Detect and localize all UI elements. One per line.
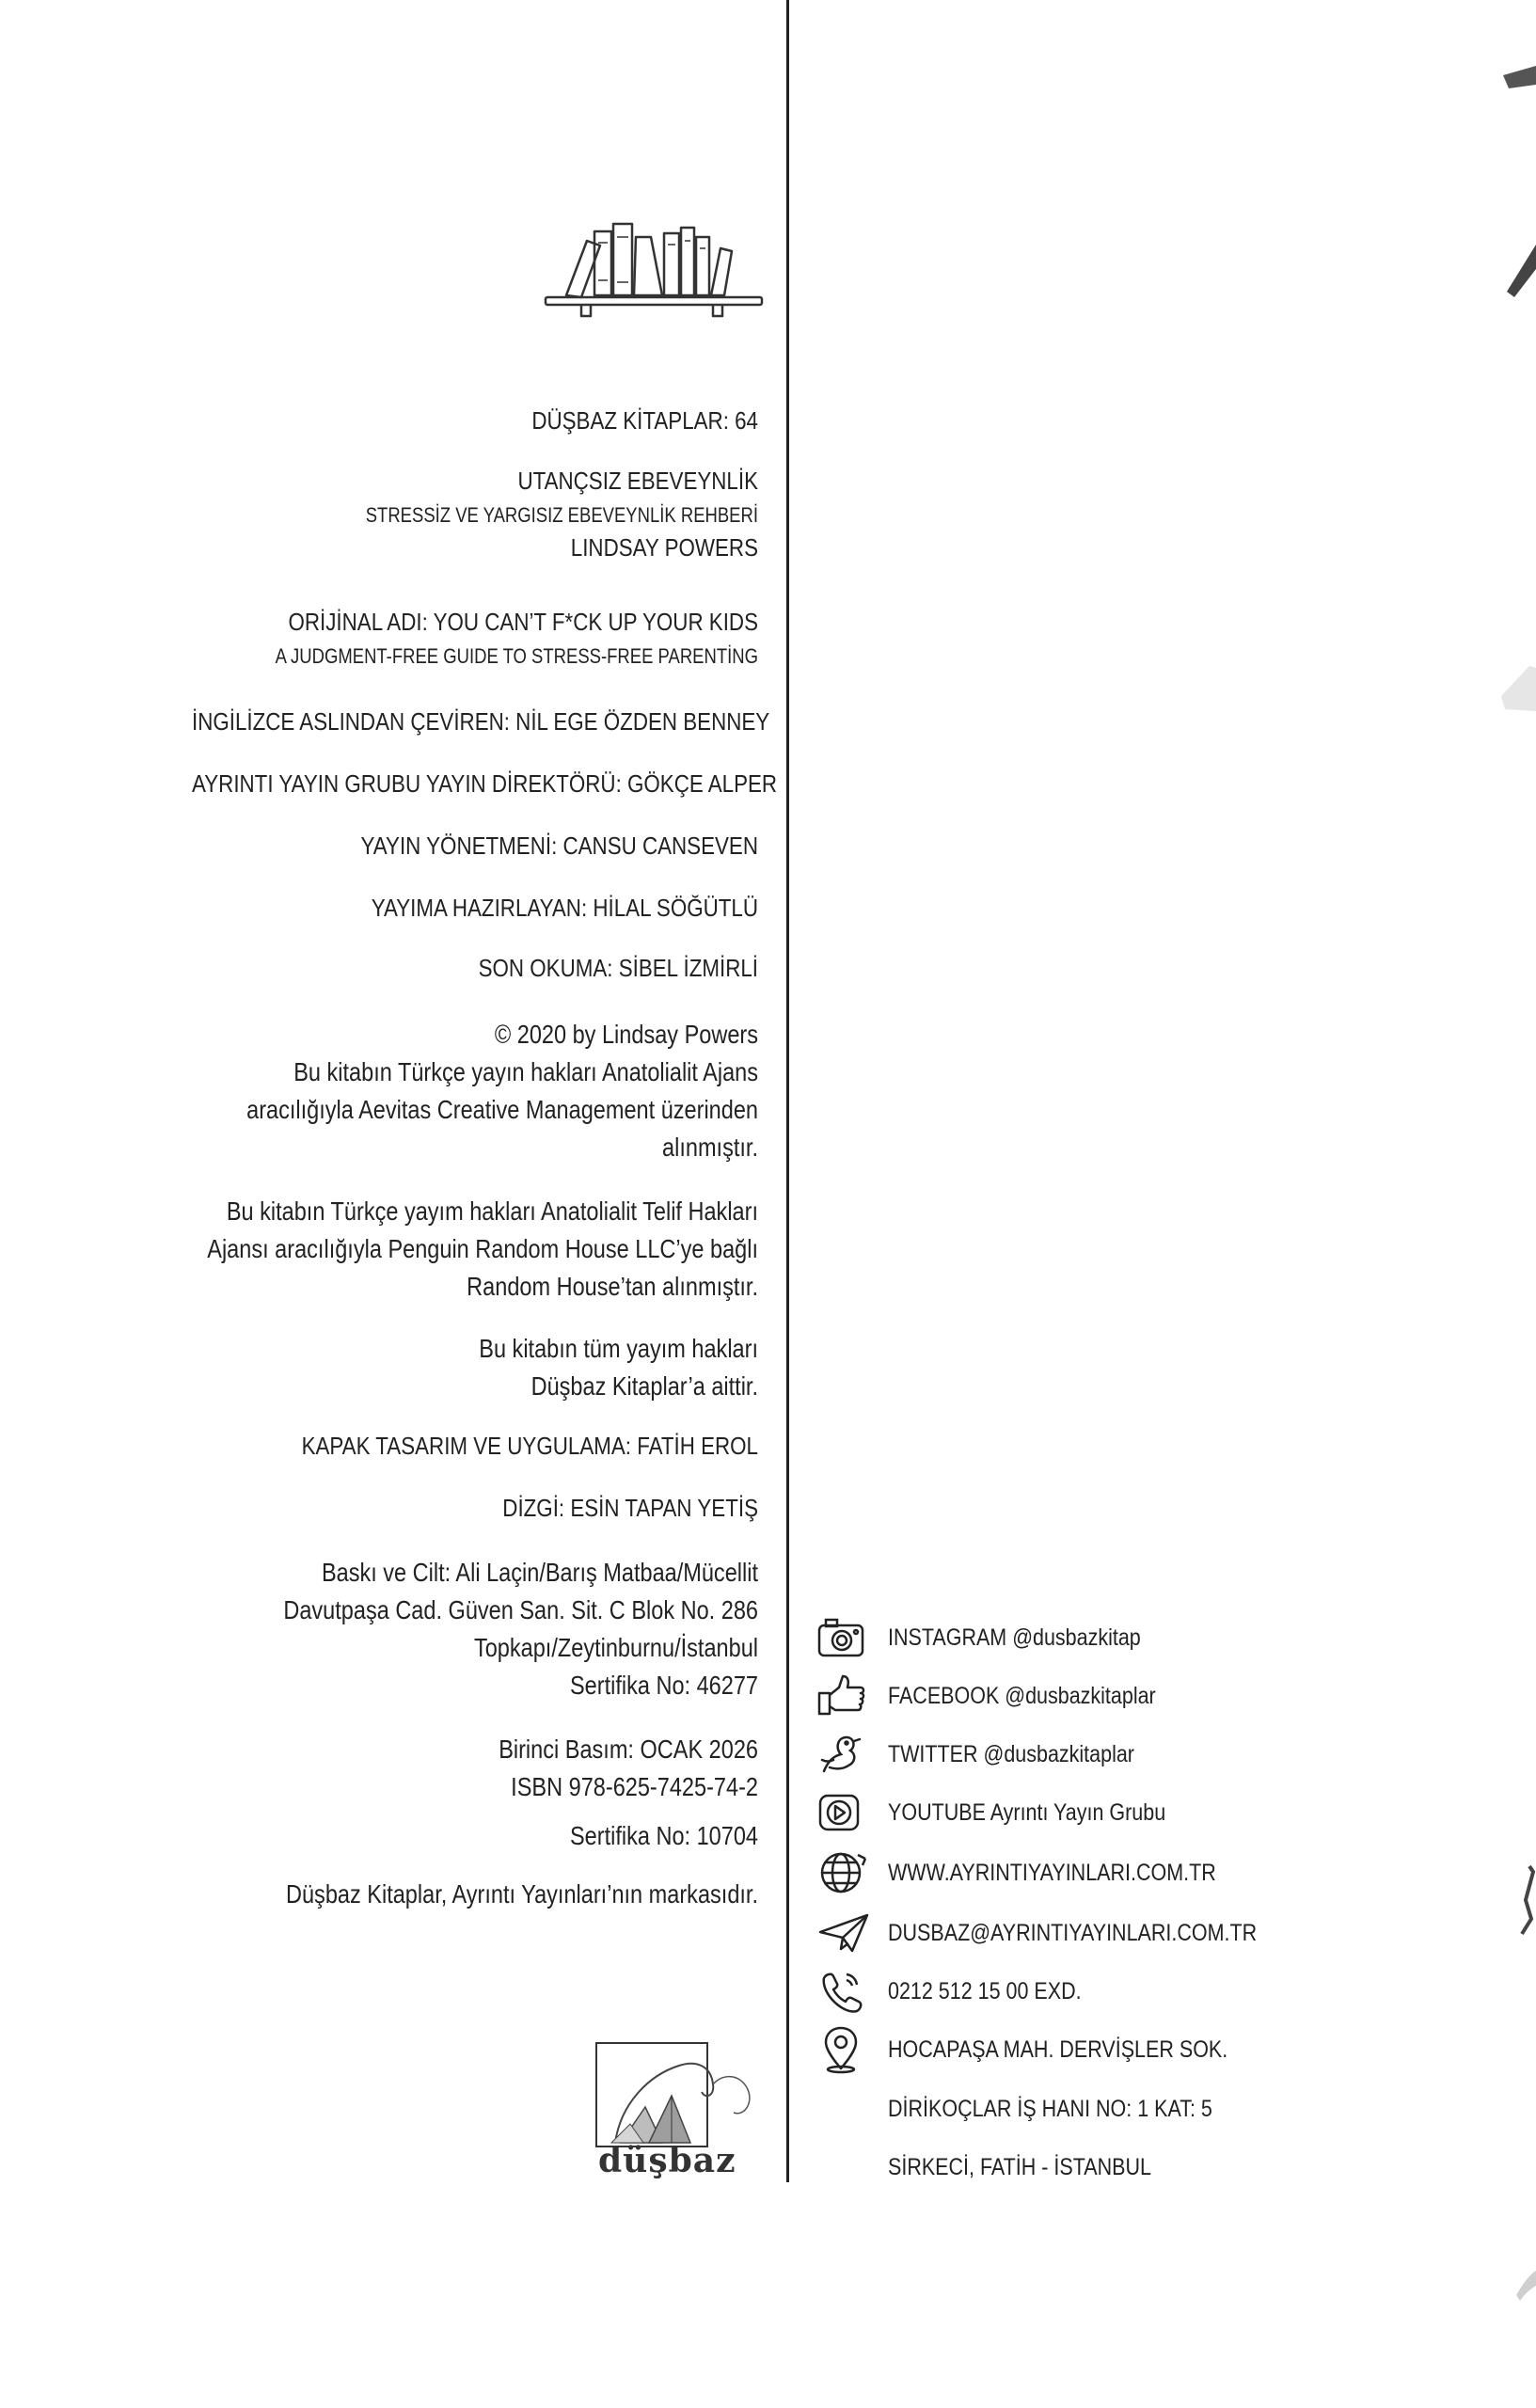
editor: YAYIN YÖNETMENİ: CANSU CANSEVEN bbox=[360, 832, 758, 860]
original-subtitle: A JUDGMENT-FREE GUIDE TO STRESS-FREE PARENTİNG bbox=[275, 644, 758, 668]
title-block bbox=[100, 467, 758, 562]
contact-youtube[interactable] bbox=[816, 1789, 1211, 1836]
proofreader: SON OKUMA: SİBEL İZMİRLİ bbox=[478, 954, 758, 982]
translator: İNGİLİZCE ASLINDAN ÇEVİREN: NİL EGE ÖZDEN BENNEY bbox=[192, 707, 770, 736]
certificate: Sertifika No: 10704 bbox=[569, 1821, 758, 1850]
brand-note: Düşbaz Kitaplar, Ayrıntı Yayınları’nın markasıdır. bbox=[285, 1879, 758, 1909]
contact-facebook[interactable] bbox=[816, 1672, 1199, 1719]
contact-twitter[interactable] bbox=[816, 1731, 1175, 1778]
original-title-block bbox=[100, 608, 758, 669]
globe-icon bbox=[816, 1849, 875, 1896]
original-title: ORİJİNAL ADI: YOU CAN’T F*CK UP YOUR KIDS bbox=[288, 608, 758, 636]
contact-text: TWITTER @dusbazkitaplar bbox=[888, 1740, 1134, 1767]
column-divider bbox=[786, 0, 789, 2182]
contact-address[interactable] bbox=[816, 2026, 1283, 2073]
edge-mark bbox=[1496, 56, 1536, 301]
contact-text: 0212 512 15 00 EXD. bbox=[888, 1977, 1082, 2004]
translator-line bbox=[100, 707, 770, 737]
phone-icon bbox=[816, 1968, 875, 2015]
typesetting: DİZGİ: ESİN TAPAN YETİŞ bbox=[502, 1494, 758, 1522]
location-pin-icon bbox=[816, 2026, 875, 2073]
author-name: LINDSAY POWERS bbox=[570, 533, 758, 562]
contact-instagram[interactable] bbox=[816, 1614, 1182, 1661]
edge-mark bbox=[1512, 2258, 1536, 2305]
printing-line-3: Topkapı/Zeytinburnu/İstanbul bbox=[473, 1633, 758, 1662]
rights-2-line-3: Random House’tan alınmıştır. bbox=[467, 1272, 758, 1301]
director: AYRINTI YAYIN GRUBU YAYIN DİREKTÖRÜ: GÖKÇE ALPER bbox=[192, 769, 778, 798]
thumbs-up-icon bbox=[816, 1672, 875, 1719]
rights-block-3 bbox=[100, 1330, 758, 1405]
address-line-2: DİRİKOÇLAR İŞ HANI NO: 1 KAT: 5 bbox=[888, 2096, 1212, 2122]
isbn: ISBN 978-625-7425-74-2 bbox=[511, 1772, 758, 1801]
play-icon bbox=[816, 1789, 875, 1836]
bird-icon bbox=[816, 1731, 875, 1778]
rights-block-1 bbox=[100, 1016, 758, 1166]
edge-mark bbox=[1512, 1862, 1536, 1938]
cover-design-line bbox=[100, 1432, 758, 1461]
address-line-3: SİRKECİ, FATİH - İSTANBUL bbox=[888, 2154, 1151, 2180]
contact-text: YOUTUBE Ayrıntı Yayın Grubu bbox=[888, 1798, 1166, 1826]
contact-text: FACEBOOK @dusbazkitaplar bbox=[888, 1682, 1156, 1709]
book-subtitle: STRESSİZ VE YARGISIZ EBEVEYNLİK REHBERİ bbox=[365, 503, 758, 527]
rights-1-line-2: Bu kitabın Türkçe yayın hakları Anatolialit Ajans bbox=[293, 1057, 758, 1086]
rights-3-line-1: Bu kitabın tüm yayım hakları bbox=[479, 1334, 758, 1363]
typesetting-line bbox=[100, 1494, 758, 1523]
editor-line bbox=[100, 832, 758, 861]
edge-mark bbox=[1501, 649, 1536, 715]
rights-3-line-2: Düşbaz Kitaplar’a aittir. bbox=[530, 1371, 758, 1401]
contact-website[interactable] bbox=[816, 1849, 1270, 1896]
copyright-line: © 2020 by Lindsay Powers bbox=[494, 1020, 758, 1049]
printing-line-4: Sertifika No: 46277 bbox=[569, 1671, 758, 1700]
rights-1-line-3: aracılığıyla Aevitas Creative Management üzerinden bbox=[246, 1095, 759, 1124]
printing-line-2: Davutpaşa Cad. Güven San. Sit. C Blok No. 286 bbox=[283, 1595, 758, 1624]
paper-plane-icon bbox=[816, 1909, 875, 1956]
cover-design: KAPAK TASARIM VE UYGULAMA: FATİH EROL bbox=[301, 1432, 758, 1460]
preparer: YAYIMA HAZIRLAYAN: HİLAL SÖĞÜTLÜ bbox=[371, 894, 758, 922]
proofreader-line bbox=[100, 954, 758, 983]
camera-icon bbox=[816, 1614, 875, 1661]
rights-2-line-2: Ajansı aracılığıyla Penguin Random House LLC’ye bağlı bbox=[207, 1234, 758, 1263]
contact-email[interactable] bbox=[816, 1909, 1317, 1956]
contact-text: INSTAGRAM @dusbazkitap bbox=[888, 1624, 1141, 1651]
series-line: DÜŞBAZ KİTAPLAR: 64 bbox=[531, 406, 758, 435]
bookshelf-illustration bbox=[544, 214, 766, 327]
book-title: UTANÇSIZ EBEVEYNLİK bbox=[517, 467, 758, 495]
printing-line-1: Baskı ve Cilt: Ali Laçin/Barış Matbaa/Mücellit bbox=[321, 1558, 758, 1587]
edition-block bbox=[100, 1731, 758, 1855]
rights-2-line-1: Bu kitabın Türkçe yayım hakları Anatolialit Telif Hakları bbox=[226, 1196, 759, 1226]
contact-text: WWW.AYRINTIYAYINLARI.COM.TR bbox=[888, 1859, 1216, 1886]
first-print: Birinci Basım: OCAK 2026 bbox=[499, 1735, 758, 1764]
rights-block-2 bbox=[100, 1193, 758, 1306]
contact-phone[interactable] bbox=[816, 1968, 1113, 2015]
brand-note-block bbox=[100, 1879, 758, 1909]
publisher-logo bbox=[593, 2037, 758, 2184]
preparer-line bbox=[100, 894, 758, 923]
series-block bbox=[100, 406, 758, 436]
rights-1-line-4: alınmıştır. bbox=[662, 1133, 758, 1162]
contact-text: DUSBAZ@AYRINTIYAYINLARI.COM.TR bbox=[888, 1919, 1258, 1946]
logo-text: düşbaz bbox=[598, 2141, 736, 2180]
contact-text: HOCAPAŞA MAH. DERVİŞLER SOK. bbox=[888, 2036, 1228, 2063]
printing-block bbox=[100, 1554, 758, 1704]
director-line bbox=[100, 769, 778, 799]
